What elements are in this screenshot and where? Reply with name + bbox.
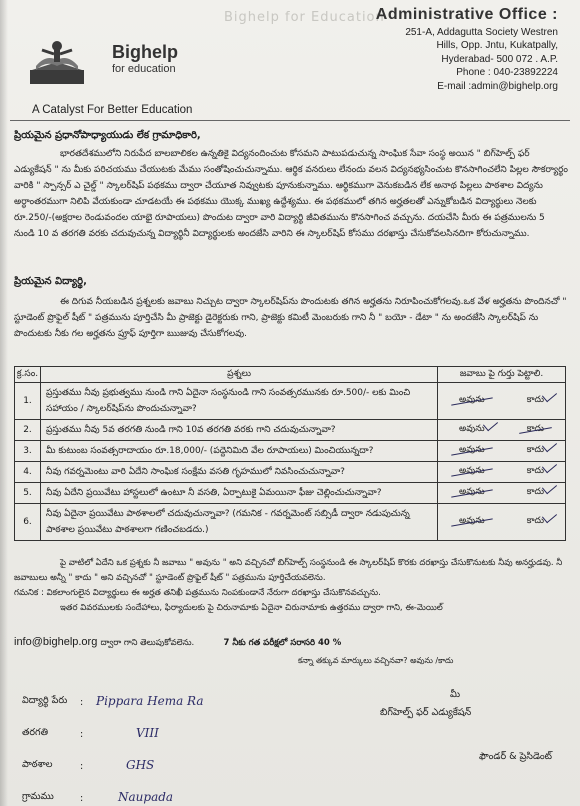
salutation-student: ప్రియమైన విద్యార్థి, (14, 276, 87, 287)
answer-no[interactable]: కాదు (526, 466, 544, 476)
row-number: 4. (15, 462, 41, 483)
question-text: నీవు ఏదేని ప్రయివేటు హాస్టలులో ఉంటూ నీ వసతి, ఏర్పాటుకై ఏమయినా ఫీజు చెల్లించుచున్నావా? (41, 483, 438, 504)
address-line-2: Hills, Opp. Jntu, Kukatpally, (436, 40, 558, 51)
answer-yes[interactable]: అవును (459, 424, 485, 434)
watermark-text: Bighelp for Education (224, 10, 385, 25)
email-line: E-mail :admin@bighelp.org (437, 80, 558, 92)
class-field[interactable]: తరగతి : VIII (22, 726, 159, 740)
village-field[interactable]: గ్రామము : Naupada (22, 790, 174, 804)
answer-yes[interactable]: అవును (459, 466, 485, 476)
table-header-row (15, 367, 566, 383)
header-divider (10, 120, 570, 121)
question-text: ప్రస్తుతము నీవు 5వ తరగతి నుండి గాని 10వ తరగతి వరకు గాని చదువుచున్నావా? (41, 420, 438, 441)
signature-block (380, 672, 570, 766)
address-line-1: 251-A, Addagutta Society Westren (405, 26, 558, 38)
signature-line-2: బిగ్‌హెల్ప్ ఫర్ ఎడ్యుకేషన్ (380, 707, 472, 718)
table-row (15, 420, 566, 441)
village-label: గ్రామము (22, 791, 54, 802)
disqualification-text: పై వాటిలో ఏదేని ఒక ప్రశ్నకు నీ జవాబు " అవును " అని వచ్చినచో బిగ్‌హెల్ప్ సంస్థనుండి ఈ స్కాలర్‌షిప్ కొరకు దరఖాస్తు చేసుకొనుటకు నీవు అనర్హుడవు. నీ జవాబులు అన్నీ " కాదు " అని వచ్చినచో " స్టూడెంట్ ప్రొఫైల్ షీట్ " పత్రమును పూర్తిచేయవలెను. (14, 558, 563, 583)
village-value: Naupada (118, 790, 174, 804)
student-name-label: విద్యార్థి పేరు (22, 695, 68, 706)
letterhead (14, 8, 566, 130)
question-text: ప్రస్తుతము నీవు ప్రభుత్వము నుండి గాని ఏదైనా సంస్థనుండి గాని సంవత్సరమునకు రూ.500/- లకు మించి సహాయం / స్కాలర్‌షిప్‌ను పొందుచున్నావా? (41, 383, 438, 420)
school-field[interactable]: పాఠశాల : GHS (22, 758, 155, 772)
student-name-field[interactable]: విద్యార్థి పేరు : Pippara Hema Ra (22, 694, 204, 708)
answer-yes[interactable]: అవును (459, 516, 485, 526)
question-text: మీ కుటుంబ సంవత్సరాదాయం రూ.18,000/- (పద్దెనిమిది వేల రూపాయలు) మించియున్నదా? (41, 441, 438, 462)
contact-email-link[interactable]: info@bighelp.org (14, 636, 98, 648)
row-number: 2. (15, 420, 41, 441)
answer-no[interactable]: కాదు (526, 516, 544, 526)
address-line-3: Hyderabad- 500 072 . A.P. (441, 53, 558, 65)
signature-line-3: ఫౌండర్ & ప్రెసిడెంట్ (479, 751, 552, 762)
column-header-number: క్ర.సం. (15, 367, 41, 383)
student-details (22, 676, 302, 804)
school-value: GHS (126, 758, 155, 772)
question-text: నీవు ఏదైనా ప్రయివేటు పాఠశాలలో చదువుచున్నావా? (గమనిక - గవర్నమెంట్ సబ్సిడీ ద్వారా నడుపుచున్న పాఠశాల ప్రయివేటు పాఠశాలగా గణించబడదు.) (41, 504, 438, 541)
scan-shadow (0, 0, 8, 806)
answer-no[interactable]: కాదు (526, 445, 544, 455)
class-value: VIII (136, 726, 159, 740)
class-label: తరగతి (22, 727, 48, 738)
instructions-paragraph: ఈ దిగువ నీయబడిన ప్రశ్నలకు జవాబు నిచ్చుట ద్వారా స్కాలర్‌షిప్‌ను పొందుటకు తగిన అర్హతను నిరూపించుకోగలవు.ఒక వేళ అర్హతను పొందినచో " స్టూడెంట్ ప్రొఫైల్ షీట్ " పత్రమును పూర్తిచేసి మీ ప్రాజెక్టు డైరెక్టరుకు గాని, ప్రాజెక్టు కమిటీ మెంబరుకు గాని నీ " బయో - డేటా " ను అందజేసి స్కాలర్‌షిప్ ను పొందుటకు నీకు గల అర్హతను ప్రూఫ్ పూర్తిగా ఋజువు చేసుకోగలవు. (14, 297, 567, 339)
row-number: 3. (15, 441, 41, 462)
after-table-paragraph (14, 556, 568, 616)
answer-yes[interactable]: అవును (459, 395, 485, 405)
table-row (15, 462, 566, 483)
row-number: 1. (15, 383, 41, 420)
table-row (15, 483, 566, 504)
brand-subtitle: for education (112, 63, 176, 75)
signature-line-1: మీ (450, 689, 461, 700)
answer-yes[interactable]: అవును (459, 445, 485, 455)
table-row (15, 383, 566, 420)
contact-line (14, 636, 566, 650)
more-info-text: ఇతర వివరములకు సందేహాలు, ఫిర్యాదులకు పై చిరునామాకు ఏదైనా చిరునామాకు ఉత్తరము ద్వారా గాని, ఈ-మెయిల్ (60, 603, 443, 613)
intro-paragraph: భారతదేశములోని నిరుపేద బాలబాలికల ఉన్నతికై విద్యనందించుట కోసమని పాటుపడుచున్న సాంఘిక సేవా సంస్థ అయిన " బిగ్‌హెల్ప్ ఫర్ ఎడ్యుకేషన్ " ను మీకు పరిచయము చేయుటకు మేము సంతోషించుచున్నాము. ఆర్థిక వనరులు లేనందు వలన విద్యనభ్యసించుట కొనసాగించలేని పిల్లల సౌకర్యార్థం వారికి " స్పాన్సర్ ఎ చైల్డ్ " స్కాలర్‌షిప్ పథకము ద్వారా చేయూత నివ్వుటకు పూనుకున్నాము. ఆర్థికముగా వెనుకబడిన లేక అనాథ పిల్లలు పాఠశాల విద్యను అర్ధాంతరముగా నిలిపి వేయకుండా చూడటయే ఈ పథకము యొక్క ముఖ్య ఉద్దేశ్యము. ఈ పథకములో తగిన అర్హతలతో ఎన్నుకోబడిన విద్యార్థులు నెలకు రూ.250/-(అక్షరాల రెండువందల యాభై రూపాయలు) పొందుట ద్వారా వారి విద్యార్థి జీవితమును కొనసాగించ వచ్చును. దయచేసి మీరు ఈ పత్రములను 5 నుండి 10 వ తరగతి వరకు చదువుచున్న విద్యార్థినీ విద్యార్థులకు అందజేసి వారిని ఈ స్కాలర్‌షిప్ కోసము దరఖాస్తు చేసుకోవలసినదిగా కోరుచున్నాము. (14, 149, 568, 239)
office-title: Administrative Office : (375, 6, 558, 23)
answer-no[interactable]: కాదు (526, 395, 544, 405)
column-header-questions: ప్రశ్నలు (41, 367, 438, 383)
student-name-value: Pippara Hema Ra (96, 694, 204, 708)
contact-email-suffix: ద్వారా గాని తెలుపుకోవలెను. (100, 638, 195, 648)
phone-line: Phone : 040-23892224 (456, 67, 558, 78)
answer-yes[interactable]: అవును (459, 487, 485, 497)
note-text: గమనిక : వికలాంగులైన విద్యార్థులు ఈ అర్హత తనిఖీ పత్రమును నింపకుండానే నేరుగా దరఖాస్తు చేసుకొనవచ్చును. (14, 588, 381, 598)
marks-question: 7 నీకు గత పరీక్షలో సరాసరి 40 % (223, 638, 342, 648)
question-text: నీవు గవర్నమెంటు వారి ఏదేని సాంఘిక సంక్షేమ వసతి గృహములో నివసించుచున్నావా? (41, 462, 438, 483)
brand-name: Bighelp (112, 42, 178, 62)
table-row (15, 441, 566, 462)
column-header-answer: జవాబు పై గుర్తు పెట్టాలి. (438, 367, 566, 383)
bighelp-logo-icon (26, 36, 88, 88)
marks-question-continued: కన్నా తక్కువ మార్కులు వచ్చినవా? అవును /కాదు (298, 656, 454, 665)
row-number: 6. (15, 504, 41, 541)
tagline: A Catalyst For Better Education (32, 104, 193, 116)
answer-no[interactable]: కాదు (526, 424, 544, 434)
school-label: పాఠశాల (22, 759, 53, 770)
answer-no[interactable]: కాదు (526, 487, 544, 497)
salutation-headmaster: ప్రియమైన ప్రధానోపాధ్యాయుడు లేక గ్రామాధికారి, (14, 130, 201, 141)
row-number: 5. (15, 483, 41, 504)
table-row (15, 504, 566, 541)
eligibility-table (14, 366, 566, 541)
office-address (348, 8, 558, 93)
brand-block (112, 42, 178, 75)
